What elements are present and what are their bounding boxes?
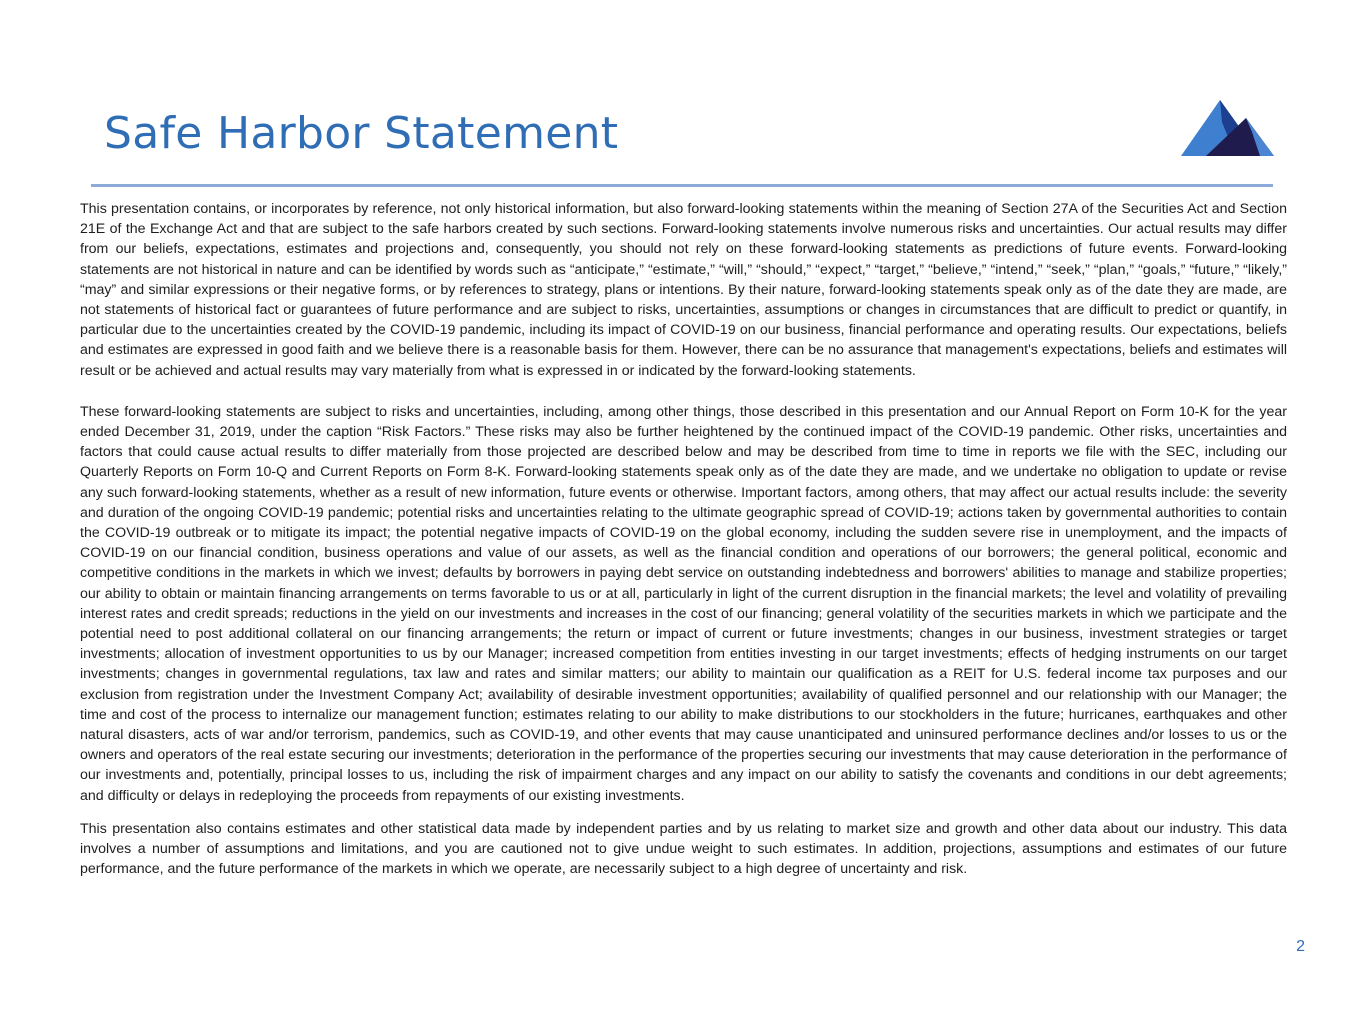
paragraph-forward-looking: This presentation contains, or incorporates by reference, not only historical information, but also forward-looking statements within the meaning of Section 27A of the Securities Act and Section 21E of the Exchange Act and that are subject to the safe harbors created by such sections. Forward-looking statements involve numerous risks and uncertainties. Our actual results may differ from our beliefs, expectations, estimates and projections and, consequently, you should not rely on these forward-looking statements as predictions of future events. Forward-looking statements are not historical in nature and can be identified by words such as “anticipate,” “estimate,” “will,” “should,” “expect,” “target,” “believe,” “intend,” “seek,” “plan,” “goals,” “future,” “likely,” “may” and similar expressions or their negative forms, or by references to strategy, plans or intentions. By their nature, forward-looking statements speak only as of the date they are made, are not statements of historical fact or guarantees of future performance and are subject to risks, uncertainties, assumptions or changes in circumstances that are difficult to predict or quantify, in particular due to the uncertainties created by the COVID-19 pandemic, including its impact of COVID-19 on our business, financial performance and operating results. Our expectations, beliefs and estimates are expressed in good faith and we believe there is a reasonable basis for them. However, there can be no assurance that management's expectations, beliefs and estimates will result or be achieved and actual results may vary materially from what is expressed in or indicated by the forward-looking statements. [80, 201, 1287, 379]
page-title: Safe Harbor Statement [104, 108, 619, 159]
page-number: 2 [1296, 938, 1305, 955]
paragraph-statistical-data: This presentation also contains estimates and other statistical data made by independent parties and by us relating to market size and growth and other data about our industry. This data involves a number of assumptions and limitations, and you are cautioned not to give undue weight to such estimates. In addition, projections, assumptions and estimates of our future performance, and the future performance of the markets in which we operate, are necessarily subject to a high degree of uncertainty and risk. [80, 820, 1287, 878]
paragraph-risk-factors: These forward-looking statements are subject to risks and uncertainties, including, among other things, those described in this presentation and our Annual Report on Form 10-K for the year ended December 31, 2019, under the caption “Risk Factors.” These risks may also be further heightened by the continued impact of the COVID-19 pandemic. Other risks, uncertainties and factors that could cause actual results to differ materially from those projected are described below and may be described from time to time in reports we file with the SEC, including our Quarterly Reports on Form 10-Q and Current Reports on Form 8-K. Forward-looking statements speak only as of the date they are made, and we undertake no obligation to update or revise any such forward-looking statements, whether as a result of new information, future events or otherwise. Important factors, among others, that may affect our actual results include: the severity and duration of the ongoing COVID-19 pandemic; potential risks and uncertainties relating to the ultimate geographic spread of COVID-19; actions taken by governmental authorities to contain the COVID-19 outbreak or to mitigate its impact; the potential negative impacts of COVID-19 on the global economy, including the sudden severe rise in unemployment, and the impacts of COVID-19 on our financial condition, business operations and value of our assets, as well as the financial condition and operations of our borrowers; the general political, economic and competitive conditions in the markets in which we invest; defaults by borrowers in paying debt service on outstanding indebtedness and borrowers' abilities to manage and stabilize properties; our ability to obtain or maintain financing arrangements on terms favorable to us or at all, particularly in light of the current disruption in the financial markets; the level and volatility of prevailing interest rates and credit spreads; reductions in the yield on our investments and increases in the cost of our financing; general volatility of the securities markets in which we participate and the potential need to post additional collateral on our financing arrangements; the return or impact of current or future investments; changes in our business, investment strategies or target investments; allocation of investment opportunities to us by our Manager; increased competition from entities investing in our target investments; effects of hedging instruments on our target investments; changes in governmental regulations, tax law and rates and similar matters; our ability to maintain our qualification as a REIT for U.S. federal income tax purposes and our exclusion from registration under the Investment Company Act; availability of desirable investment opportunities; availability of qualified personnel and our relationship with our Manager; the time and cost of the process to internalize our management function; estimates relating to our ability to make distributions to our stockholders in the future; hurricanes, earthquakes and other natural disasters, acts of war and/or terrorism, pandemics, such as COVID-19, and other events that may cause unanticipated and uninsured performance declines and/or losses to us or the owners and operators of the real estate securing our investments; deterioration in the performance of the properties securing our investments that may cause deterioration in the performance of our investments and, potentially, principal losses to us, including the risk of impairment charges and any impact on our ability to satisfy the covenants and conditions in our debt agreements; and difficulty or delays in redeploying the proceeds from repayments of our existing investments. [80, 403, 1287, 804]
title-divider [91, 184, 1273, 187]
disclaimer-body [80, 199, 1287, 880]
mountain-logo-icon [1178, 98, 1276, 160]
